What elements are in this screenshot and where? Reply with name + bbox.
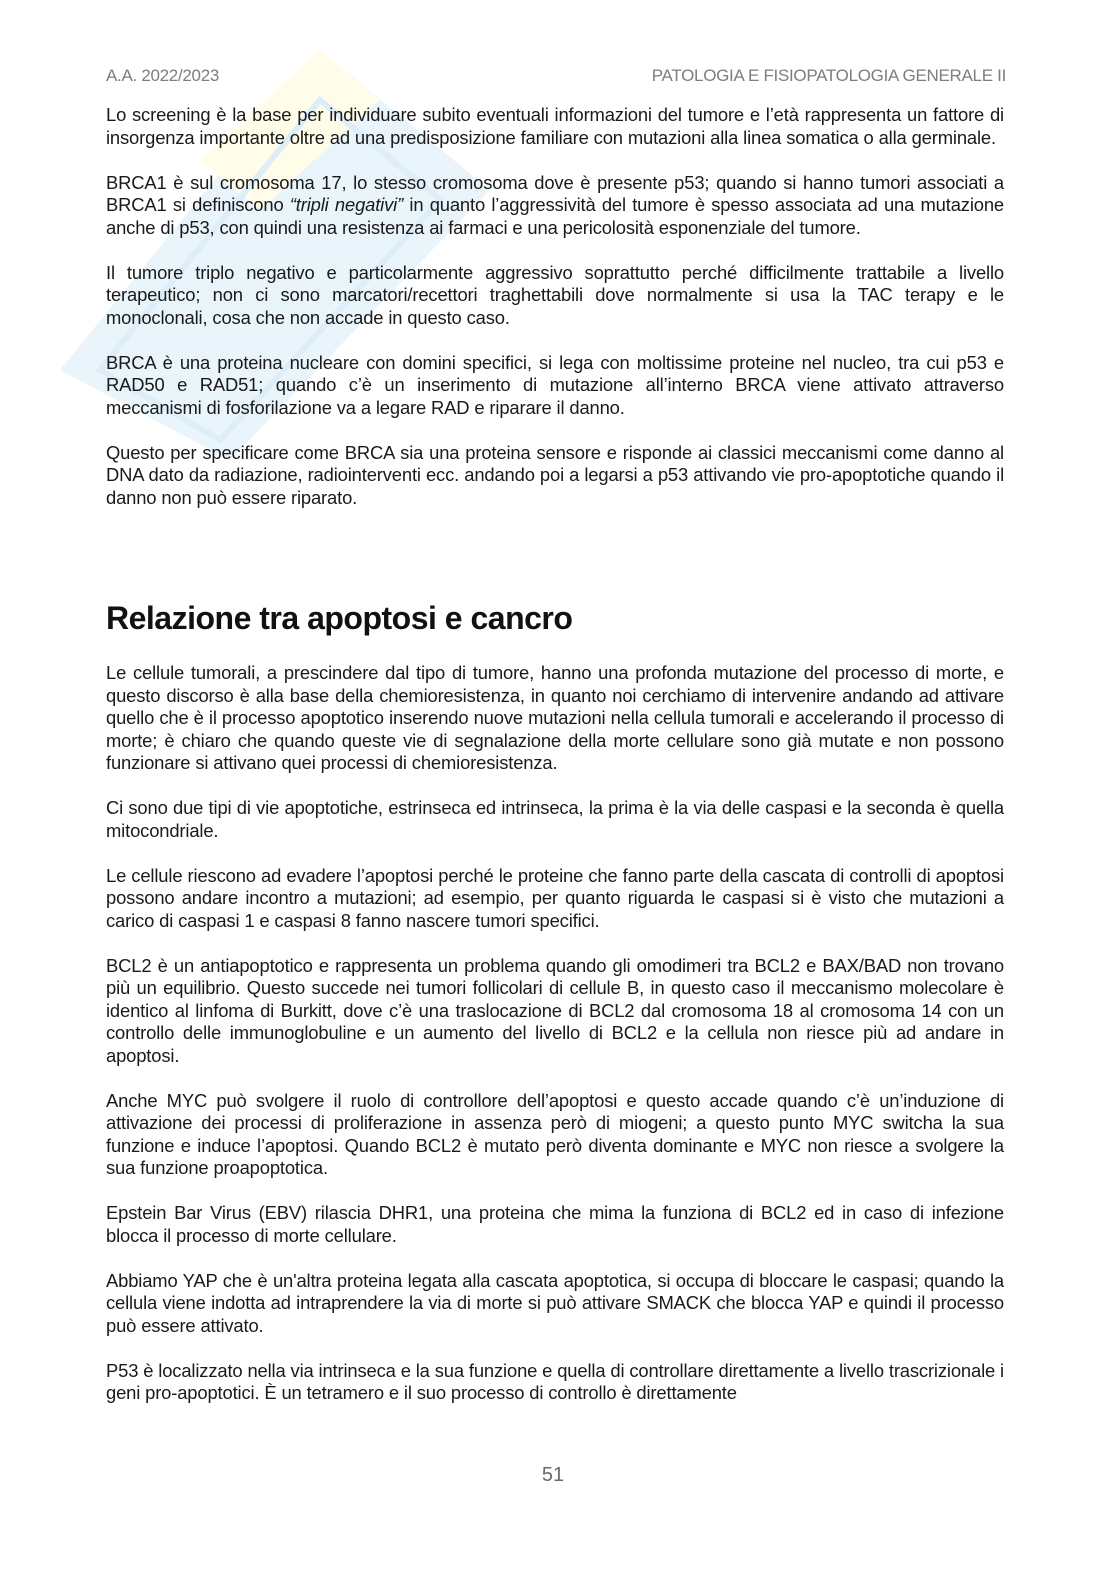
paragraph: Abbiamo YAP che è un'altra proteina legata alla cascata apoptotica, si occupa di bloccare le caspasi; quando la cellula viene indotta ad intraprendere la via di morte si può attivare SMACK che blocca YAP e quindi il processo può essere attivato. [106,1269,1004,1336]
paragraph: Il tumore triplo negativo e particolarmente aggressivo soprattutto perché difficilmente trattabile a livello terapeutico; non ci sono marcatori/recettori traghettabili dove normalmente si usa la TAC terapy e le monoclonali, cosa che non accade in questo caso. [106,261,1004,328]
paragraph [106,172,1004,240]
paragraph: Le cellule tumorali, a prescindere dal tipo di tumore, hanno una profonda mutazione del processo di morte, e questo discorso è alla base della chemioresistenza, in quanto noi cerchiamo di intervenire andando ad attivare quello che è il processo apoptotico inserendo nuove mutazioni nella cellula tumorali e accelerando il processo di morte; è chiaro che quando queste vie di segnalazione della morte cellulare sono già mutate e non possono funzionare si attivano quei processi di chemioresistenza. [106,662,1004,773]
paragraph: Anche MYC può svolgere il ruolo di controllore dell’apoptosi e questo accade quando c’è un’induzione di attivazione dei processi di proliferazione in assenza però di miogeni; a questo punto MYC switcha la sua funzione e induce l’apoptosi. Quando BCL2 è mutato però diventa dominante e MYC non riesce a svolgere la sua funzione proapoptotica. [106,1089,1004,1178]
italic-term: “tripli negativi” [289,194,404,215]
paragraph-text: in quanto l’aggressività del tumore è spesso associata ad una mutazione anche di p53, con quindi una resistenza ai farmaci e una pericolosità esponenziale del tumore. [106,194,1005,238]
academic-year: A.A. 2022/2023 [106,66,220,85]
paragraph: Questo per specificare come BRCA sia una proteina sensore e risponde ai classici meccanismi come danno al DNA dato da radiazione, radiointerventi ecc. andando poi a legarsi a p53 attivando vie pro-apoptotiche quando il danno non può essere riparato. [106,441,1004,508]
paragraph: P53 è localizzato nella via intrinseca e la sua funzione e quella di controllare direttamente a livello trascrizionale i geni pro-apoptotici. È un tetramero e il suo processo di controllo è direttamente [106,1359,1004,1403]
page-header [106,66,1006,88]
paragraph-text: BRCA1 è sul cromosoma 17, lo stesso cromosoma dove è presente p53; quando si hanno tumori associati a BRCA1 si definiscono [106,171,1004,215]
course-title: PATOLOGIA E FISIOPATOLOGIA GENERALE II [651,66,1006,85]
paragraph: BRCA è una proteina nucleare con domini specifici, si lega con moltissime proteine nel nucleo, tra cui p53 e RAD50 e RAD51; quando c’è un inserimento di mutazione all’interno BRCA viene attivato attraverso meccanismi di fosforilazione va a legare RAD e riparare il danno. [106,351,1004,418]
section-apoptosis-cancer [106,662,1004,1405]
paragraph: Epstein Bar Virus (EBV) rilascia DHR1, una proteina che mima la funziona di BCL2 ed in caso di infezione blocca il processo di morte cellulare. [106,1202,1004,1246]
paragraph: Le cellule riescono ad evadere l’apoptosi perché le proteine che fanno parte della cascata di controlli di apoptosi possono andare incontro a mutazioni; ad esempio, per quanto riguarda le caspasi si è visto che mutazioni a carico di caspasi 1 e caspasi 8 fanno nascere tumori specifici. [106,864,1004,931]
section-title: Relazione tra apoptosi e cancro [106,600,573,636]
paragraph: BCL2 è un antiapoptotico e rappresenta un problema quando gli omodimeri tra BCL2 e BAX/BAD non trovano più un equilibrio. Questo succede nei tumori follicolari di cellule B, in questo caso il meccanismo molecolare è identico al linfoma di Burkitt, dove c’è una traslocazione di BCL2 dal cromosoma 18 al cromosoma 14 con un controllo delle immunoglobuline e un aumento del livello di BCL2 e la cellula non riesce più ad andare in apoptosi. [106,954,1004,1066]
paragraph: Lo screening è la base per individuare subito eventuali informazioni del tumore e l’età rappresenta un fattore di insorgenza importante oltre ad una predisposizione familiare con mutazioni alla linea somatica o alla germinale. [106,104,1004,148]
section-brca [106,104,1004,509]
paragraph: Ci sono due tipi di vie apoptotiche, estrinseca ed intrinseca, la prima è la via delle caspasi e la seconda è quella mitocondriale. [106,797,1004,841]
page-number: 51 [541,1464,565,1486]
